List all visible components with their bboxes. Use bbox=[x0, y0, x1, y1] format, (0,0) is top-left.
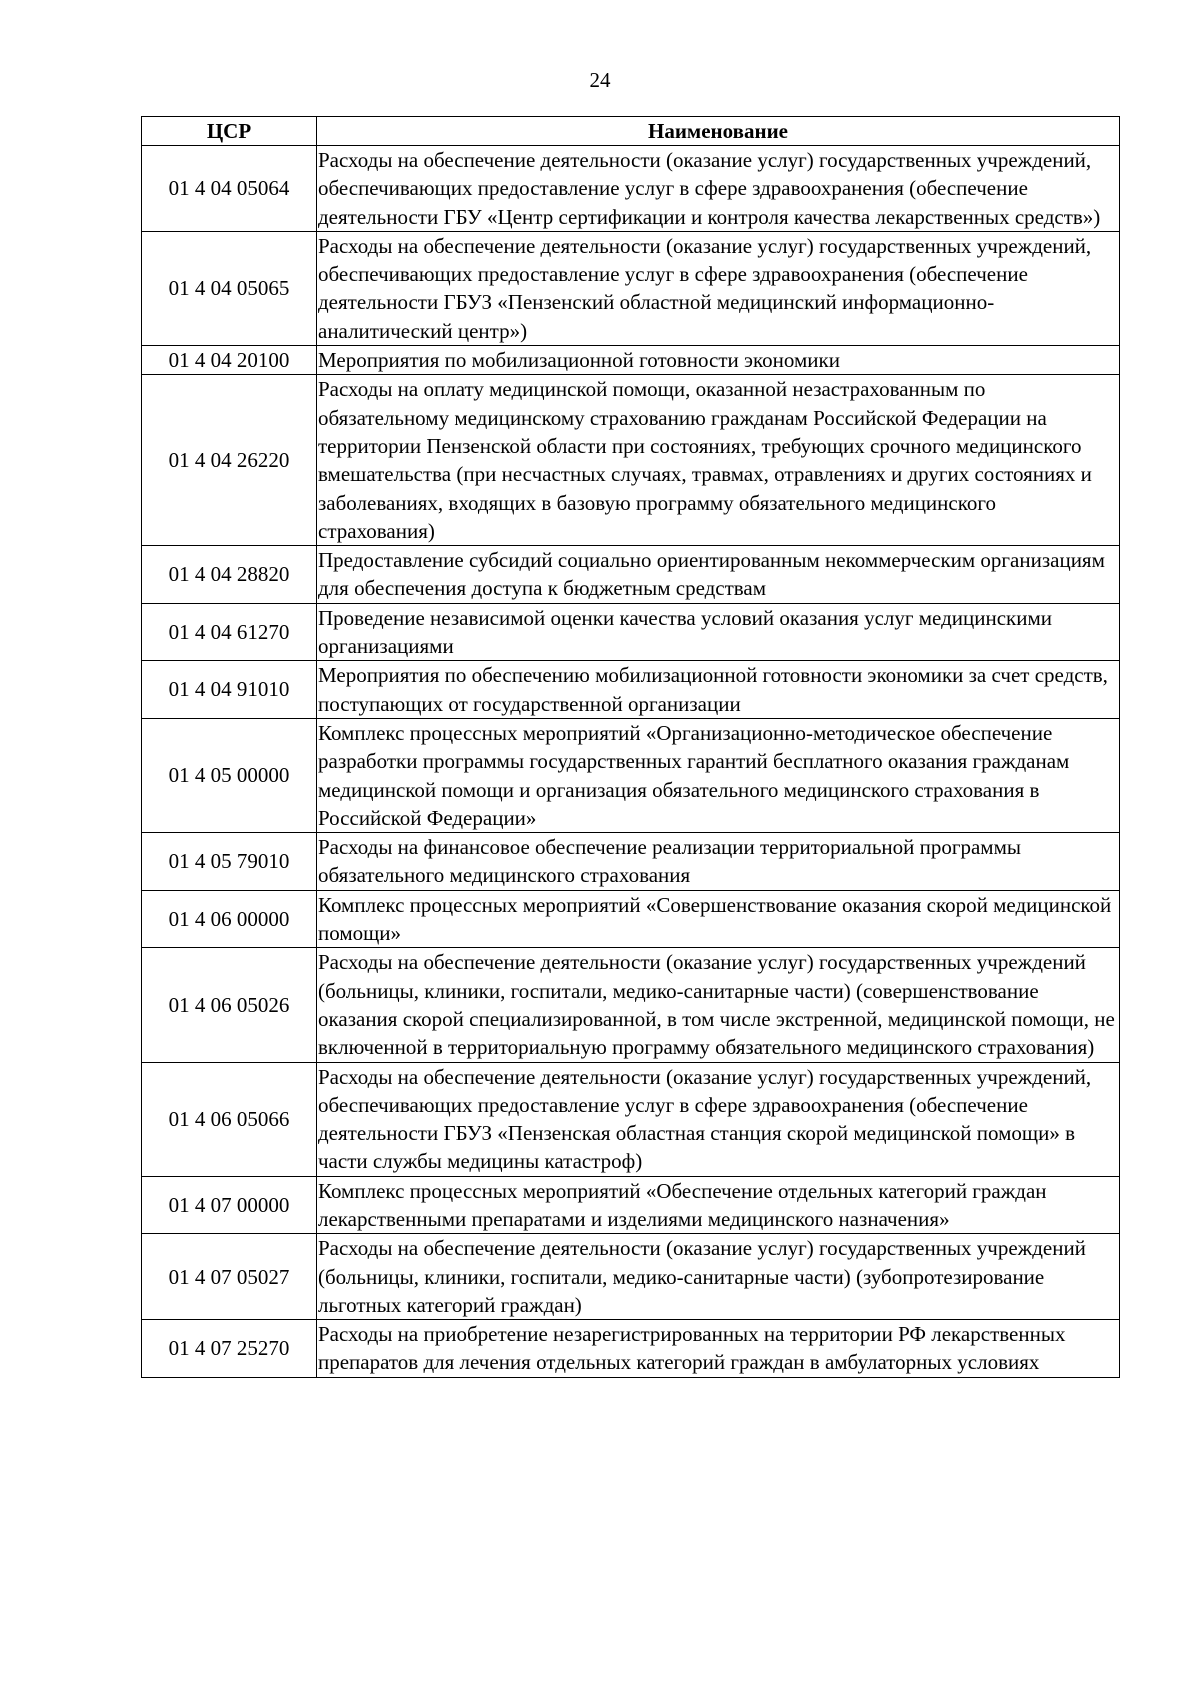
table-row bbox=[142, 1234, 1120, 1320]
budget-classification-table bbox=[141, 116, 1120, 1378]
row-code: 01 4 07 00000 bbox=[142, 1176, 317, 1234]
table-row bbox=[142, 1320, 1120, 1378]
table-row bbox=[142, 603, 1120, 661]
table-row bbox=[142, 833, 1120, 891]
row-code: 01 4 07 05027 bbox=[142, 1234, 317, 1320]
row-name: Расходы на обеспечение деятельности (оказание услуг) государственных учреждений, обеспечивающих предоставление услуг в сфере здравоохранения (обеспечение деятельности ГБУЗ «Пензенский областной медицинский информационно-аналитический центр») bbox=[317, 231, 1120, 345]
row-code: 01 4 04 05064 bbox=[142, 146, 317, 232]
row-code: 01 4 07 25270 bbox=[142, 1320, 317, 1378]
row-name: Расходы на обеспечение деятельности (оказание услуг) государственных учреждений (больницы, клиники, госпитали, медико-санитарные части) (совершенствование оказания скорой специализированной, в том числе экстренной, медицинской помощи, не включенной в территориальную программу обязательного медицинского страхования) bbox=[317, 948, 1120, 1062]
header-name: Наименование bbox=[317, 117, 1120, 146]
table-row bbox=[142, 346, 1120, 375]
table-row bbox=[142, 146, 1120, 232]
table-row bbox=[142, 890, 1120, 948]
row-name: Предоставление субсидий социально ориентированным некоммерческим организациям для обеспечения доступа к бюджетным средствам bbox=[317, 546, 1120, 604]
table-header-row bbox=[142, 117, 1120, 146]
page-number: 24 bbox=[589, 68, 611, 92]
table-row bbox=[142, 546, 1120, 604]
table-row bbox=[142, 1062, 1120, 1176]
row-name: Расходы на обеспечение деятельности (оказание услуг) государственных учреждений, обеспечивающих предоставление услуг в сфере здравоохранения (обеспечение деятельности ГБУЗ «Пензенская областная станция скорой медицинской помощи» в части службы медицины катастроф) bbox=[317, 1062, 1120, 1176]
table-row bbox=[142, 375, 1120, 546]
row-code: 01 4 06 05026 bbox=[142, 948, 317, 1062]
table-row bbox=[142, 661, 1120, 719]
row-code: 01 4 06 00000 bbox=[142, 890, 317, 948]
row-code: 01 4 06 05066 bbox=[142, 1062, 317, 1176]
row-code: 01 4 05 00000 bbox=[142, 718, 317, 832]
row-name: Комплекс процессных мероприятий «Обеспечение отдельных категорий граждан лекарственными препаратами и изделиями медицинского назначения» bbox=[317, 1176, 1120, 1234]
row-name: Мероприятия по обеспечению мобилизационной готовности экономики за счет средств, поступающих от государственной организации bbox=[317, 661, 1120, 719]
row-name: Комплекс процессных мероприятий «Организационно-методическое обеспечение разработки программы государственных гарантий бесплатного оказания гражданам медицинской помощи и организация обязательного медицинского страхования в Российской Федерации» bbox=[317, 718, 1120, 832]
row-name: Комплекс процессных мероприятий «Совершенствование оказания скорой медицинской помощи» bbox=[317, 890, 1120, 948]
row-code: 01 4 04 26220 bbox=[142, 375, 317, 546]
row-code: 01 4 04 91010 bbox=[142, 661, 317, 719]
header-code: ЦСР bbox=[142, 117, 317, 146]
row-name: Расходы на обеспечение деятельности (оказание услуг) государственных учреждений (больницы, клиники, госпитали, медико-санитарные части) (зубопротезирование льготных категорий граждан) bbox=[317, 1234, 1120, 1320]
row-name: Расходы на оплату медицинской помощи, оказанной незастрахованным по обязательному медицинскому страхованию гражданам Российской Федерации на территории Пензенской области при состояниях, требующих срочного медицинского вмешательства (при несчастных случаях, травмах, отравлениях и других состояниях и заболеваниях, входящих в базовую программу обязательного медицинского страхования) bbox=[317, 375, 1120, 546]
row-name: Мероприятия по мобилизационной готовности экономики bbox=[317, 346, 1120, 375]
row-name: Проведение независимой оценки качества условий оказания услуг медицинскими организациями bbox=[317, 603, 1120, 661]
row-code: 01 4 04 05065 bbox=[142, 231, 317, 345]
table-row bbox=[142, 1176, 1120, 1234]
row-code: 01 4 04 20100 bbox=[142, 346, 317, 375]
row-name: Расходы на обеспечение деятельности (оказание услуг) государственных учреждений, обеспечивающих предоставление услуг в сфере здравоохранения (обеспечение деятельности ГБУ «Центр сертификации и контроля качества лекарственных средств») bbox=[317, 146, 1120, 232]
row-code: 01 4 05 79010 bbox=[142, 833, 317, 891]
row-name: Расходы на финансовое обеспечение реализации территориальной программы обязательного медицинского страхования bbox=[317, 833, 1120, 891]
row-name: Расходы на приобретение незарегистрированных на территории РФ лекарственных препаратов для лечения отдельных категорий граждан в амбулаторных условиях bbox=[317, 1320, 1120, 1378]
table-row bbox=[142, 948, 1120, 1062]
row-code: 01 4 04 61270 bbox=[142, 603, 317, 661]
table-row bbox=[142, 718, 1120, 832]
table-row bbox=[142, 231, 1120, 345]
row-code: 01 4 04 28820 bbox=[142, 546, 317, 604]
